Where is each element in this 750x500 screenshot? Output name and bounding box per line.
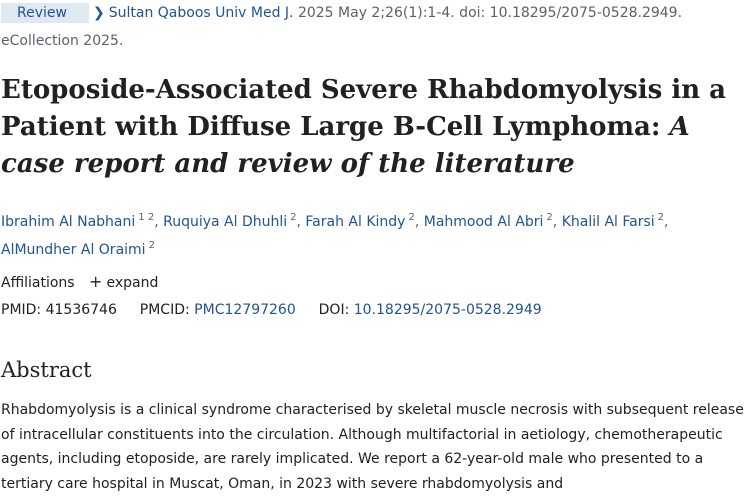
abstract-heading: Abstract: [1, 358, 92, 382]
citation-row: [1, 3, 750, 25]
author-name[interactable]: AlMundher Al Oraimi: [1, 242, 146, 258]
journal-citation: [93, 3, 682, 23]
authors-list: [1, 206, 750, 262]
plus-icon[interactable]: +: [89, 272, 103, 291]
author-name[interactable]: Mahmood Al Abri: [423, 214, 544, 230]
author-separator: ,: [552, 214, 562, 230]
author-link[interactable]: [1, 242, 155, 258]
citation-details: 2025 May 2;26(1):1-4. doi: 10.18295/2075-0528.2949.: [293, 5, 683, 21]
author-affiliation-ref[interactable]: 2: [290, 212, 297, 223]
identifiers-row: [1, 300, 542, 320]
author-name[interactable]: Farah Al Kindy: [305, 214, 406, 230]
chevron-right-icon: ❯: [93, 5, 105, 21]
pmid-value: 41536746: [45, 302, 117, 318]
author-name[interactable]: Ruquiya Al Dhuhli: [163, 214, 288, 230]
author-separator: ,: [414, 214, 424, 230]
title-main: Etoposide-Associated Severe Rhabdomyolysis in a Patient with Diffuse Large B-Cell Lymphoma:: [1, 75, 726, 142]
abstract-text: Rhabdomyolysis is a clinical syndrome characterised by skeletal muscle necrosis with subsequent release of intracellular constituents into the circulation. Although multifactorial in aetiology, chemotherapeutic agents, including etoposide, are rarely implicated. We report a 62-year-old male who presented to a tertiary care hospital in Muscat, Oman, in 2023 with severe rhabdomyolysis and: [1, 402, 744, 492]
affiliations-row: [1, 272, 158, 293]
expand-affiliations-button[interactable]: [89, 272, 159, 291]
article-title: [1, 72, 750, 183]
author-link[interactable]: [305, 214, 414, 230]
affiliations-label: Affiliations: [1, 275, 75, 291]
author-separator: ,: [296, 214, 306, 230]
author-name[interactable]: Khalil Al Farsi: [561, 214, 655, 230]
pmid-label: PMID:: [1, 302, 42, 318]
pmcid-label: PMCID:: [139, 302, 190, 318]
title-italic: A case report and review of the literature: [1, 112, 690, 179]
author-affiliation-ref[interactable]: 2: [148, 240, 155, 251]
publication-type-badge: Review: [1, 3, 89, 23]
author-affiliation-ref[interactable]: 2: [546, 212, 553, 223]
author-name[interactable]: Ibrahim Al Nabhani: [1, 214, 136, 230]
author-separator: ,: [154, 214, 164, 230]
author-affiliation-ref[interactable]: 2: [657, 212, 665, 223]
author-affiliation-ref[interactable]: 1 2: [138, 212, 155, 223]
author-link[interactable]: [1, 214, 154, 230]
citation-ecollection: eCollection 2025.: [1, 33, 124, 49]
author-separator: ,: [664, 214, 669, 230]
journal-link[interactable]: Sultan Qaboos Univ Med J.: [108, 5, 294, 21]
author-link[interactable]: [424, 214, 553, 230]
doi-label: DOI:: [318, 302, 350, 318]
doi-link[interactable]: 10.18295/2075-0528.2949: [353, 302, 542, 318]
author-link[interactable]: [163, 214, 296, 230]
author-affiliation-ref[interactable]: 2: [408, 212, 415, 223]
expand-label[interactable]: expand: [106, 275, 159, 291]
author-link[interactable]: [562, 214, 664, 230]
pmcid-link[interactable]: PMC12797260: [194, 302, 296, 318]
